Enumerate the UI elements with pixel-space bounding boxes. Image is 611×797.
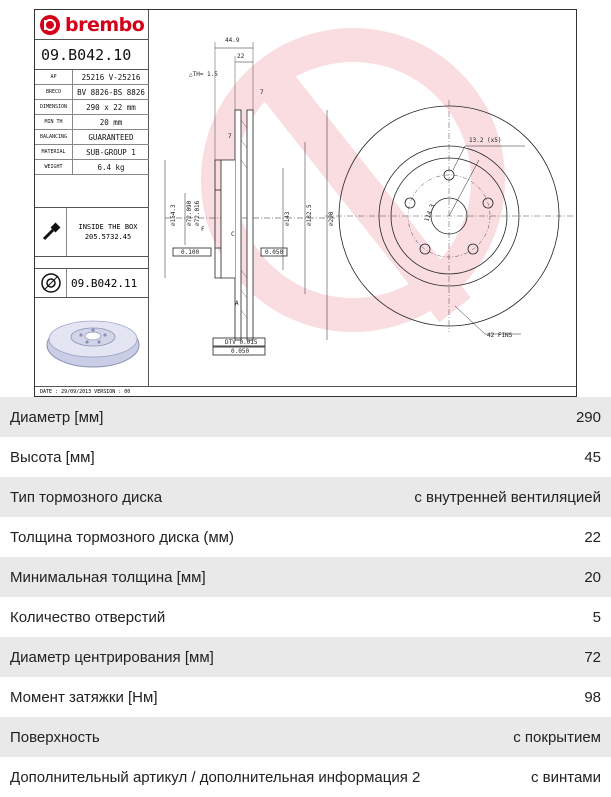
spec-row: [35, 85, 149, 100]
property-label: Диаметр центрирования [мм]: [10, 648, 214, 666]
property-value: 290: [575, 408, 601, 426]
dim-d143: ∅143: [284, 211, 291, 226]
spec-key: BALANCING: [35, 130, 73, 144]
part-number: 09.B042.10: [35, 40, 149, 70]
tol-flatness-a: 0.100: [181, 249, 200, 256]
spec-row: [35, 115, 149, 130]
table-row: [0, 757, 611, 797]
property-value: 5: [592, 608, 601, 626]
brembo-logo: [35, 10, 149, 40]
property-label: Момент затяжки [Нм]: [10, 688, 158, 706]
dim-d72a: ∅72.090: [186, 200, 193, 226]
dim-bolt-circle: 114.3: [423, 203, 437, 223]
tol-runout: 0.050: [231, 348, 250, 355]
spec-value: 20 mm: [99, 117, 123, 127]
brembo-logo-icon: [39, 14, 61, 36]
table-row: [0, 517, 611, 557]
property-value: с внутренней вентиляцией: [414, 488, 601, 506]
datum-c: C: [231, 231, 235, 238]
dim-width-total: 44.9: [225, 37, 240, 44]
dim-d72b: ∅72.016: [194, 200, 201, 226]
spec-row: [35, 100, 149, 115]
spec-row: [35, 145, 149, 160]
alt-part-number: 09.B042.11: [71, 276, 138, 290]
dim-d182: ∅182.5: [306, 204, 313, 226]
property-value: 22: [584, 528, 601, 546]
datum-a: A: [235, 300, 239, 307]
table-row: [0, 677, 611, 717]
property-value: 98: [584, 688, 601, 706]
dim-thickness: 22: [237, 53, 245, 60]
dim-d290: ∅290: [328, 211, 335, 226]
spec-key: MIN TH: [35, 115, 73, 129]
inside-box-code: 205.5732.45: [84, 233, 132, 241]
dim-holes: 13.2 (x5): [469, 137, 502, 144]
spec-key: MATERIAL: [35, 145, 73, 159]
spec-value: GUARANTEED: [88, 132, 134, 142]
dim-th-tolerance: △TH= 1.5: [189, 71, 218, 78]
table-row: [0, 477, 611, 517]
tol-dtv: DTV 0.015: [225, 339, 258, 346]
property-label: Тип тормозного диска: [10, 488, 163, 506]
spec-key: DIMENSION: [35, 100, 73, 114]
property-label: Диаметр [мм]: [10, 408, 104, 426]
dim-d154: ∅154.3: [170, 204, 177, 226]
tol-flatness-b: 0.050: [265, 249, 284, 256]
spec-row: [35, 130, 149, 145]
spec-key: BRECO: [35, 85, 73, 99]
spec-row: [35, 70, 149, 85]
spec-row: [35, 160, 149, 175]
dim-offset-7b: 7: [228, 133, 232, 140]
property-label: Высота [мм]: [10, 448, 95, 466]
dim-fins: 42 FINS: [487, 332, 513, 339]
spec-value: 25216 V-25216: [81, 72, 141, 82]
table-row: [0, 397, 611, 437]
spec-panel: [35, 10, 149, 387]
spec-key: AP: [35, 70, 73, 84]
property-label: Толщина тормозного диска (мм): [10, 528, 234, 546]
table-row: [0, 557, 611, 597]
inside-box-label: INSIDE THE BOX: [78, 223, 138, 231]
technical-drawing-sheet: [34, 9, 577, 397]
property-value: 20: [584, 568, 601, 586]
dim-offset-7a: 7: [260, 89, 264, 96]
property-label: Количество отверстий: [10, 608, 166, 626]
table-row: [0, 717, 611, 757]
disc-thumbnail: [43, 315, 143, 373]
alt-part-row: [35, 268, 149, 298]
property-label: Поверхность: [10, 728, 100, 746]
spec-key: WEIGHT: [35, 160, 73, 174]
inside-box-row: [35, 207, 149, 257]
spec-value: SUB-GROUP 1: [86, 147, 136, 157]
properties-table: [0, 397, 611, 797]
table-row: [0, 637, 611, 677]
spec-value: 6.4 kg: [97, 162, 125, 172]
screw-icon: [35, 208, 67, 256]
spec-value: BV 8826-BS 8826: [77, 87, 145, 97]
property-value: с винтами: [530, 768, 601, 786]
property-label: Дополнительный артикул / дополнительная информация 2: [10, 768, 421, 786]
datum-f: F: [201, 226, 205, 233]
property-value: с покрытием: [513, 728, 601, 746]
table-row: [0, 597, 611, 637]
coated-disc-icon: [35, 269, 67, 297]
spec-value: 290 x 22 mm: [86, 102, 136, 112]
brand-name: brembo: [65, 13, 145, 36]
property-value: 45: [584, 448, 601, 466]
property-value: 72: [584, 648, 601, 666]
property-label: Минимальная толщина [мм]: [10, 568, 206, 586]
date-version-line: DATE : 29/09/2013 VERSION : 00: [35, 386, 576, 396]
table-row: [0, 437, 611, 477]
